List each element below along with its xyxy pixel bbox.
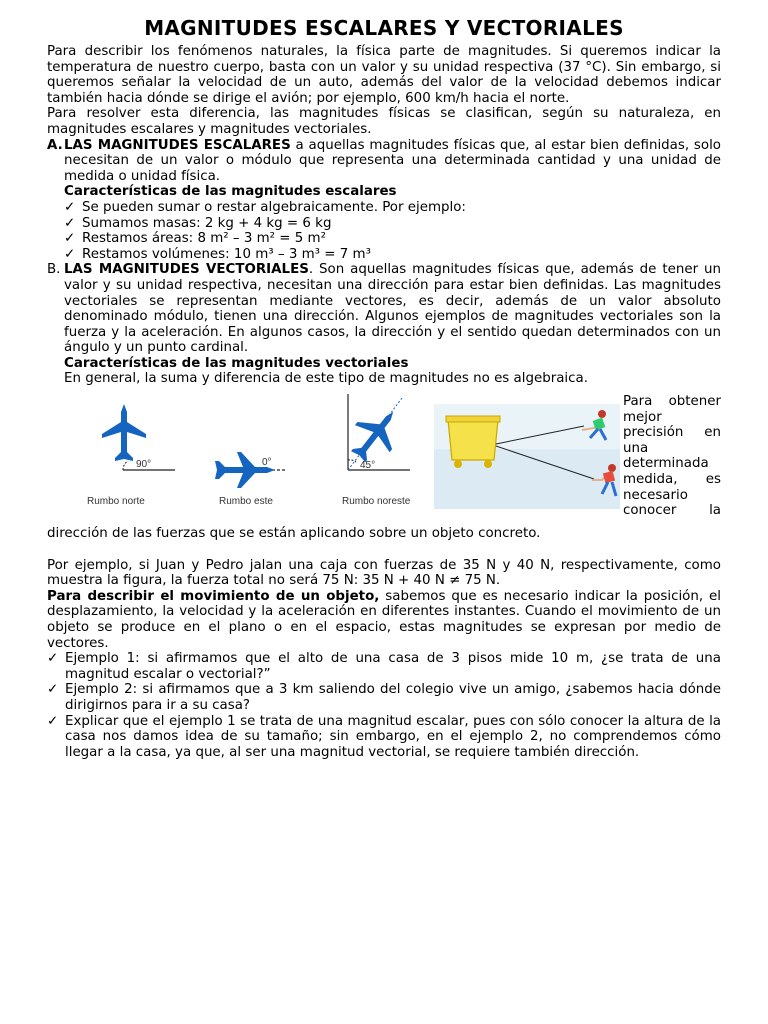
movement-bold: Para describir el movimiento de un objeto,	[47, 588, 380, 604]
page-title: MAGNITUDES ESCALARES Y VECTORIALES	[144, 16, 624, 40]
check-item	[47, 200, 721, 216]
document-page	[47, 16, 721, 760]
check-icon: ✓	[64, 215, 76, 231]
section-b-marker: B.	[47, 262, 61, 278]
check-text: Restamos áreas: 8 m² – 3 m² = 5 m²	[82, 231, 326, 247]
intro-paragraph-2: Para resolver esta diferencia, las magnitudes físicas se clasifican, según su naturaleza, en magnitudes escalares y magnitudes vectoriales.	[47, 106, 721, 137]
check-icon: ✓	[64, 246, 76, 262]
check-icon: ✓	[64, 199, 76, 215]
cart-pull-figure	[434, 394, 620, 514]
side-line: necesario	[623, 487, 688, 503]
section-a	[47, 138, 721, 185]
check-icon: ✓	[47, 713, 59, 729]
check-item	[47, 247, 721, 263]
plane-northeast-figure	[332, 394, 432, 514]
check-text: Explicar que el ejemplo 1 se trata de una magnitud escalar, pues con sólo conocer la altura de la casa nos damos idea de su tamaño; sin embargo, en el ejemplo 2, no comprendemos cómo llegar a la casa, ya que, al ser una magnitud vectorial, se requiere también dirección.	[65, 713, 721, 760]
section-b-heading: LAS MAGNITUDES VECTORIALES	[64, 262, 309, 278]
final-check-item	[47, 682, 721, 713]
side-line: una	[623, 440, 649, 456]
check-text: Sumamos masas: 2 kg + 4 kg = 6 kg	[82, 215, 332, 231]
movement-paragraph	[47, 589, 721, 651]
section-a-char-title: Características de las magnitudes escalares	[64, 184, 397, 200]
check-icon: ✓	[64, 231, 76, 247]
plane-northeast-angle: 45°	[360, 460, 376, 472]
side-line: Para obtener	[623, 394, 721, 410]
plane-east-caption: Rumbo este	[219, 496, 273, 508]
movement-text: sabemos que es necesario indicar la posición, el desplazamiento, la velocidad y la aceleración en diferentes instantes. Cuando el movimiento de un objeto se produce en el plano o en el espacio, estas magnitudes se expresan por medio de vectores.	[47, 588, 721, 651]
section-a-marker: A.	[47, 137, 63, 153]
intro-paragraph-1: Para describir los fenómenos naturales, la física parte de magnitudes. Si queremos indicar la temperatura de nuestro cuerpo, basta con un valor y su unidad respectiva (37 °C). Sin embargo, si queremos señalar la velocidad de un auto, además del valor de la velocidad debemos indicar también hacia dónde se dirige el avión; por ejemplo, 600 km/h hacia el norte.	[47, 44, 721, 106]
airplane-icon	[341, 398, 411, 470]
figures-row	[47, 394, 721, 526]
section-b-char-title: Características de las magnitudes vectoriales	[64, 355, 409, 371]
side-line: conocer la	[623, 503, 721, 519]
section-b	[47, 262, 721, 356]
side-line: determinada	[623, 456, 709, 472]
plane-northeast-caption: Rumbo noreste	[342, 496, 411, 508]
side-text	[623, 394, 721, 519]
check-icon: ✓	[47, 682, 59, 698]
section-a-heading: LAS MAGNITUDES ESCALARES	[64, 137, 291, 153]
example-paragraph: Por ejemplo, si Juan y Pedro jalan una caja con fuerzas de 35 N y 40 N, respectivamente, como muestra la figura, la fuerza total no será 75 N: 35 N + 40 N ≠ 75 N.	[47, 557, 721, 589]
check-item	[47, 231, 721, 247]
side-line: medida, es	[623, 472, 721, 488]
final-check-item	[47, 714, 721, 761]
section-b-text: . Son aquellas magnitudes físicas que, además de tener un valor y su unidad respectiva, necesitan una dirección para estar bien definidas. Las magnitudes vectoriales se representan mediante vectores, es decir, además de un valor absoluto denominado módulo, tienen una dirección. Algunos ejemplos de magnitudes vectoriales son la fuerza y la aceleración. En algunos casos, la dirección y el sentido quedan determinados con un ángulo y un punto cardinal.	[64, 262, 721, 356]
check-item	[47, 216, 721, 232]
side-line: mejor	[623, 409, 662, 425]
side-tail: dirección de las fuerzas que se están aplicando sobre un objeto concreto.	[47, 526, 541, 542]
check-text: Ejemplo 2: si afirmamos que a 3 km saliendo del colegio vive un amigo, ¿sabemos hacia dónde dirigirnos para ir a su casa?	[65, 682, 721, 713]
check-icon: ✓	[47, 651, 59, 667]
final-check-item	[47, 651, 721, 682]
side-line: precisión en	[623, 425, 721, 441]
check-text: Restamos volúmenes: 10 m³ – 3 m³ = 7 m³	[82, 246, 371, 262]
plane-north-caption: Rumbo norte	[87, 496, 145, 508]
cart-icon	[446, 416, 500, 468]
airplane-icon	[102, 404, 146, 461]
plane-east-figure	[197, 394, 307, 514]
check-text: Se pueden sumar o restar algebraicamente. Por ejemplo:	[82, 199, 466, 215]
check-text: Ejemplo 1: si afirmamos que el alto de una casa de 3 pisos mide 10 m, ¿se trata de una magnitud escalar o vectorial?”	[65, 651, 721, 682]
section-a-text: a aquellas magnitudes físicas que, al estar bien definidas, solo necesitan de un valor o módulo que representa una determinada cantidad y una unidad de medida o unidad física.	[64, 137, 721, 184]
plane-north-angle: 90°	[136, 459, 152, 471]
section-b-char-text: En general, la suma y diferencia de este tipo de magnitudes no es algebraica.	[64, 371, 588, 387]
plane-north-figure	[73, 394, 193, 514]
plane-east-angle: 0°	[262, 457, 272, 469]
